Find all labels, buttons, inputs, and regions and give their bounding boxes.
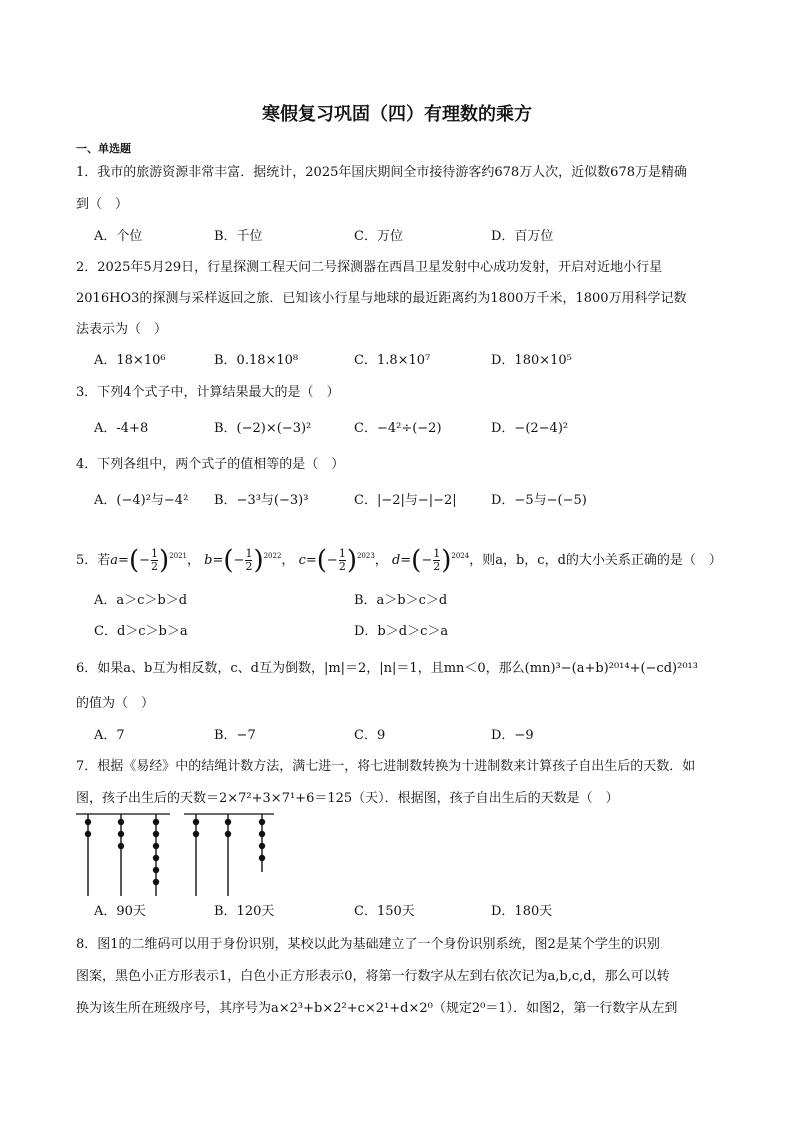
q4-option-b[interactable]: B．−3³与(−3)³ bbox=[214, 493, 309, 508]
knot bbox=[259, 831, 265, 837]
q8-stem-line3: 换为该生所在班级序号，其序号为a×2³+b×2²+c×2¹+d×2⁰（规定2⁰＝1）．如图2，第一行数字从左到 bbox=[76, 1001, 678, 1016]
q7-option-d[interactable]: D．180天 bbox=[491, 904, 553, 919]
q1-stem-line1: 1．我市的旅游资源非常丰富．据统计，2025年国庆期间全市接待游客约678万人次，近似数678万是精确 bbox=[76, 165, 687, 180]
q5-option-d[interactable]: D．b＞d＞c＞a bbox=[354, 624, 449, 639]
q1-option-d[interactable]: D．百万位 bbox=[491, 229, 554, 244]
q2-option-c[interactable]: C．1.8×10⁷ bbox=[354, 353, 431, 368]
knot bbox=[153, 855, 159, 861]
q4-option-d[interactable]: D．−5与−(−5) bbox=[491, 493, 587, 508]
q1-option-b[interactable]: B．千位 bbox=[214, 229, 263, 244]
knot-counting-figure bbox=[76, 812, 286, 898]
q8-stem-line2: 图案，黑色小正方形表示1，白色小正方形表示0，将第一行数字从左到右依次记为a,b,c,d，那么可以转 bbox=[76, 969, 670, 984]
q2-stem-line3: 法表示为（ ） bbox=[76, 322, 168, 337]
knot bbox=[259, 819, 265, 825]
q3-stem: 3．下列4个式子中，计算结果最大的是（ ） bbox=[76, 385, 340, 400]
q4-option-c[interactable]: C．|−2|与−|−2| bbox=[354, 493, 457, 508]
knot bbox=[153, 843, 159, 849]
q2-stem-line2: 2016HO3的探测与采样返回之旅．已知该小行星与地球的最近距离约为1800万千米，1800万用科学记数 bbox=[76, 291, 687, 306]
q4-stem: 4．下列各组中，两个式子的值相等的是（ ） bbox=[76, 457, 345, 472]
q6-stem-line2: 的值为（ ） bbox=[76, 696, 155, 711]
knot bbox=[118, 831, 124, 837]
knot bbox=[118, 843, 124, 849]
q7-stem-line1: 7．根据《易经》中的结绳计数方法，满七进一，将七进制数转换为十进制数来计算孩子自出生后的天数．如 bbox=[76, 759, 696, 774]
q1-option-a[interactable]: A．个位 bbox=[94, 229, 143, 244]
q2-option-a[interactable]: A．18×10⁶ bbox=[94, 353, 166, 368]
q3-option-d[interactable]: D．−(2−4)² bbox=[491, 421, 569, 436]
knot bbox=[153, 831, 159, 837]
q3-option-b[interactable]: B．(−2)×(−3)² bbox=[214, 421, 312, 436]
q6-stem-line1: 6．如果a、b互为相反数，c、d互为倒数，|m|＝2，|n|＝1，且mn＜0，那么(mn)³−(a+b)²⁰¹⁴+(−cd)²⁰¹³ bbox=[76, 661, 698, 676]
q2-stem-line1: 2．2025年5月29日，行星探测工程天问二号探测器在西昌卫星发射中心成功发射，开启对近地小行星 bbox=[76, 260, 663, 275]
q5-option-c[interactable]: C．d＞c＞b＞a bbox=[94, 624, 188, 639]
knot bbox=[225, 831, 231, 837]
q1-option-c[interactable]: C．万位 bbox=[354, 229, 403, 244]
knot bbox=[153, 867, 159, 873]
q5-suffix: ，则a，b，c，d的大小关系正确的是（ ） bbox=[469, 553, 722, 568]
q5-option-b[interactable]: B．a＞b＞c＞d bbox=[354, 593, 448, 608]
knot bbox=[259, 855, 265, 861]
q6-option-a[interactable]: A．7 bbox=[94, 728, 125, 743]
knot bbox=[259, 843, 265, 849]
knot bbox=[118, 819, 124, 825]
q6-option-c[interactable]: C．9 bbox=[354, 728, 386, 743]
q5-stem: 5．若a=(− $\frac{1}{2}$ )$^{2021}$， b=(− $\frac{1}{2}$ )$^{2022}$， c=(− $\frac{1}{2}$ )$^{2023}$， d=(− $\frac{1}{2}$ )$^{2024}$，则a，b，c，d的大小关系正确的是（ ） bbox=[76, 545, 722, 576]
q8-stem-line1: 8．图1的二维码可以用于身份识别，某校以此为基础建立了一个身份识别系统，图2是某个学生的识别 bbox=[76, 937, 660, 952]
knot bbox=[85, 819, 91, 825]
q2-option-d[interactable]: D．180×10⁵ bbox=[491, 353, 572, 368]
q7-stem-line2: 图，孩子出生后的天数＝2×7²+3×7¹+6＝125（天）．根据图，孩子自出生后的天数是（ ） bbox=[76, 791, 619, 806]
q7-option-b[interactable]: B．120天 bbox=[214, 904, 275, 919]
q5-option-a[interactable]: A．a＞c＞b＞d bbox=[94, 593, 188, 608]
q7-option-c[interactable]: C．150天 bbox=[354, 904, 415, 919]
q3-option-c[interactable]: C．−4²÷(−2) bbox=[354, 421, 442, 436]
knot bbox=[193, 831, 199, 837]
q4-option-a[interactable]: A．(−4)²与−4² bbox=[94, 493, 189, 508]
knot bbox=[153, 819, 159, 825]
q2-option-b[interactable]: B．0.18×10⁸ bbox=[214, 353, 299, 368]
knot bbox=[153, 879, 159, 885]
knot bbox=[85, 831, 91, 837]
q6-option-b[interactable]: B．−7 bbox=[214, 728, 256, 743]
section-heading: 一、单选题 bbox=[76, 142, 131, 155]
page-title: 寒假复习巩固（四）有理数的乘方 bbox=[262, 104, 532, 125]
q3-option-a[interactable]: A．-4+8 bbox=[94, 421, 149, 436]
knot bbox=[225, 819, 231, 825]
knot bbox=[193, 819, 199, 825]
q5-prefix: 5．若 bbox=[76, 553, 111, 568]
q6-option-d[interactable]: D．−9 bbox=[491, 728, 534, 743]
q1-stem-line2: 到（ ） bbox=[76, 197, 129, 212]
q7-option-a[interactable]: A．90天 bbox=[94, 904, 146, 919]
